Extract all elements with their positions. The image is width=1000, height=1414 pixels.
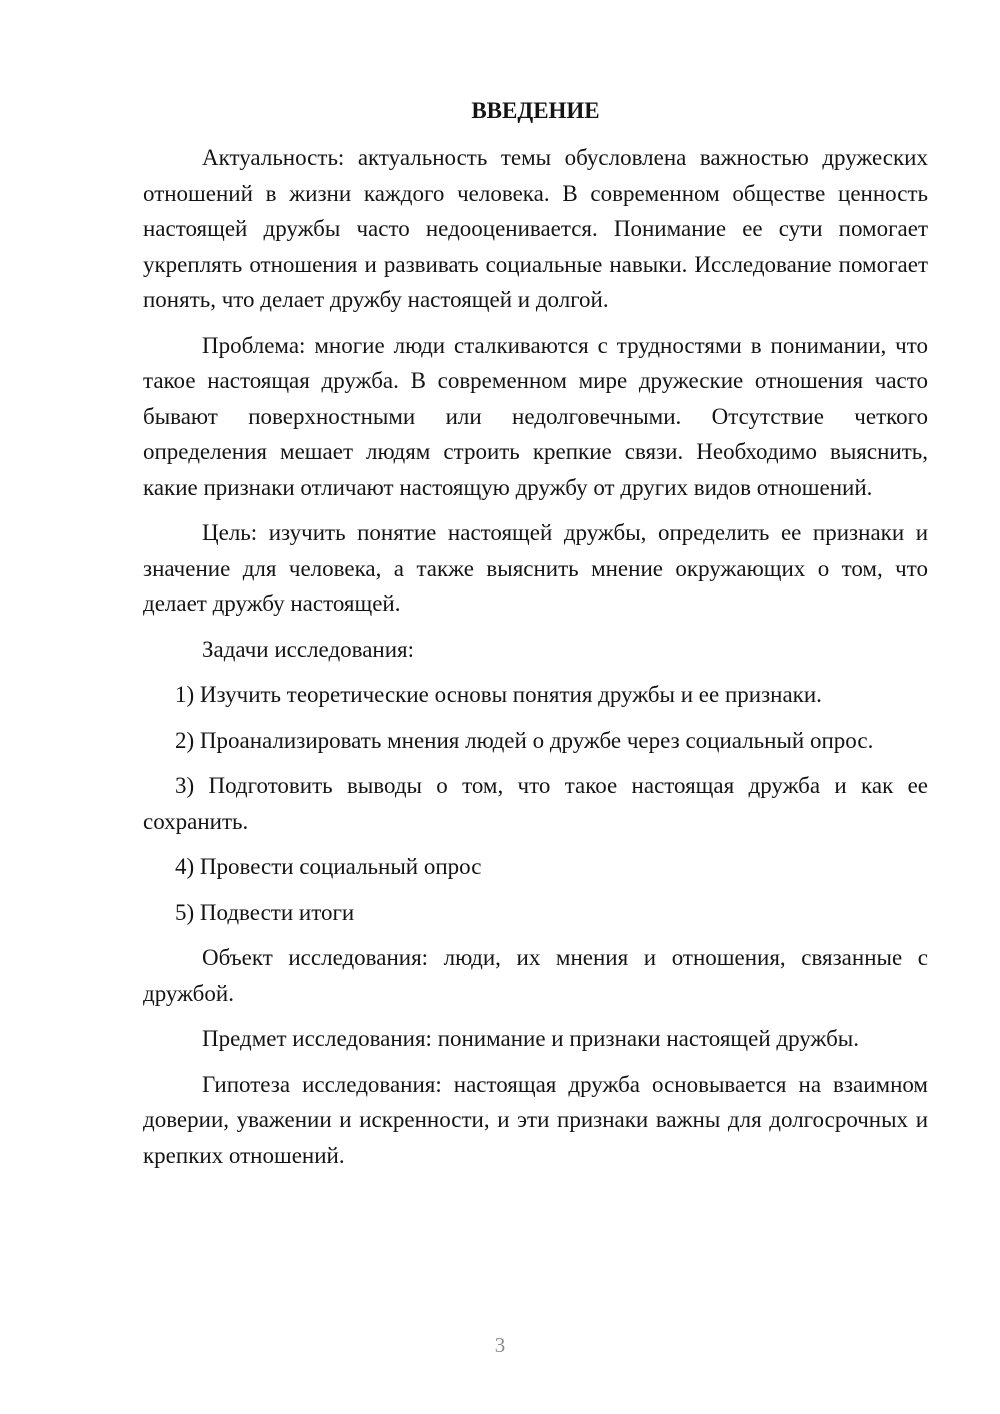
paragraph-tasks-heading: Задачи исследования: (202, 636, 415, 662)
section-title: ВВЕДЕНИЕ (471, 98, 600, 123)
task-item-5: 5) Подвести итоги (175, 899, 355, 925)
paragraph-object: Объект исследования: люди, их мнения и отношения, связанные с дружбой. (143, 945, 928, 1006)
task-item-3: 3) Подготовить выводы о том, что такое настоящая дружба и как ее сохранить. (143, 773, 928, 834)
paragraph-problem: Проблема: многие люди сталкиваются с трудностями в понимании, что такое настоящая дружба. В современном мире дружеские отношения часто бывают поверхностными или недолговечными. Отсутствие четкого определения мешает людям строить крепкие связи. Необходимо выяснить, какие признаки отличают настоящую дружбу от других видов отношений. (143, 332, 928, 500)
task-item-1: 1) Изучить теоретические основы понятия дружбы и ее признаки. (175, 682, 822, 707)
page-number: 3 (494, 1333, 506, 1357)
paragraph-hypothesis: Гипотеза исследования: настоящая дружба основывается на взаимном доверии, уважении и искренности, и эти признаки важны для долгосрочных и крепких отношений. (143, 1071, 928, 1168)
paragraph-relevance: Актуальность: актуальность темы обусловлена важностью дружеских отношений в жизни каждого человека. В современном обществе ценность настоящей дружбы часто недооценивается. Понимание ее сути помогает укреплять отношения и развивать социальные навыки. Исследование помогает понять, что делает дружбу настоящей и долгой. (143, 145, 928, 312)
page-content (143, 94, 928, 1183)
task-item-2: 2) Проанализировать мнения людей о дружбе через социальный опрос. (175, 727, 874, 753)
paragraph-subject: Предмет исследования: понимание и признаки настоящей дружбы. (202, 1026, 859, 1051)
task-item-4: 4) Провести социальный опрос (175, 854, 482, 879)
paragraph-goal: Цель: изучить понятие настоящей дружбы, определить ее признаки и значение для человека, а также выяснить мнение окружающих о том, что делает дружбу настоящей. (143, 520, 928, 616)
